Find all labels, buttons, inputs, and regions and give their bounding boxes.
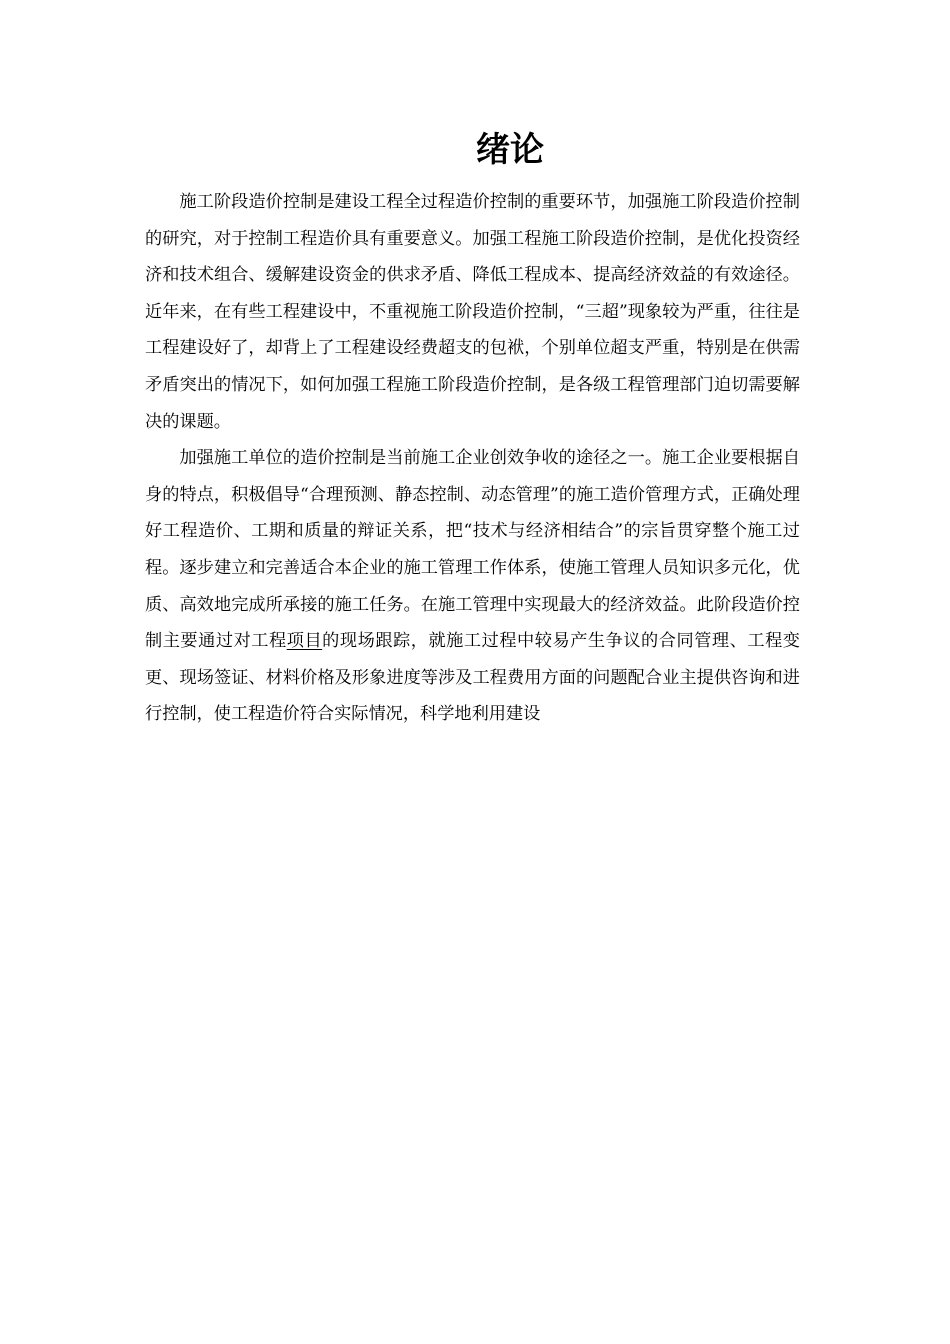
project-link[interactable]: 项目 <box>286 631 323 652</box>
paragraph-text-start: 加强施工单位的造价控制是当前施工企业创效争收的途径之一。施工企业要根据自身的特点，积极倡导“合理预测、静态控制、动态管理”的施工造价管理方式，正确处理好工程造价、工期和质量的辩证关系，把“技术与经济相结合”的宗旨贯穿整个施工过程。逐步建立和完善适合本企业的施工管理工作体系，使施工管理人员知识多元化，优质、高效地完成所承接的施工任务。在施工管理中实现最大的经济效益。此阶段造价控制主要通过对工程 <box>145 448 800 652</box>
page-title: 绪论 <box>476 130 544 170</box>
paragraph-cost-control <box>145 440 800 733</box>
paragraph-text-end: 的现场跟踪，就施工过程中较易产生争议的合同管理、工程变更、现场签证、材料价格及形象进度等涉及工程费用方面的问题配合业主提供咨询和进行控制，使工程造价符合实际情况，科学地利用建设 <box>145 631 800 725</box>
paragraph-intro: 施工阶段造价控制是建设工程全过程造价控制的重要环节，加强施工阶段造价控制的研究，对于控制工程造价具有重要意义。加强工程施工阶段造价控制，是优化投资经济和技术组合、缓解建设资金的供求矛盾、降低工程成本、提高经济效益的有效途径。近年来，在有些工程建设中，不重视施工阶段造价控制，“三超”现象较为严重，往往是工程建设好了，却背上了工程建设经费超支的包袱，个别单位超支严重，特别是在供需矛盾突出的情况下，如何加强工程施工阶段造价控制，是各级工程管理部门迫切需要解决的课题。 <box>145 192 800 432</box>
document-body <box>145 184 800 733</box>
